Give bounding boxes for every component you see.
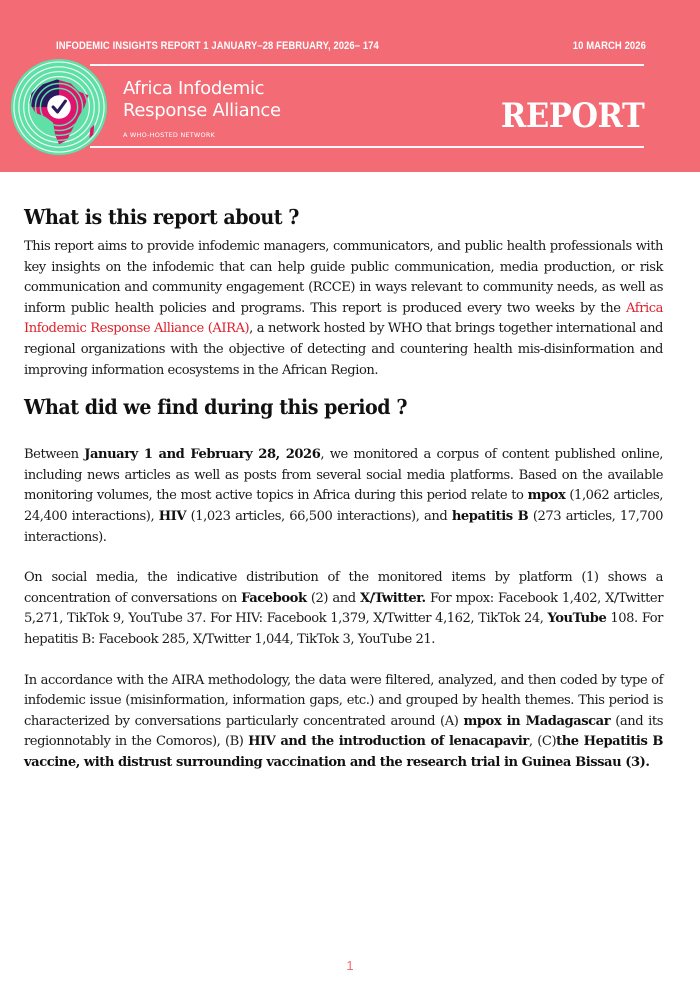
report-series-title: INFODEMIC INSIGHTS REPORT 1 JANUARY–28 FEBRUARY, 2026– 174: [56, 40, 379, 52]
text: (and its regionnotably in the Comoros), (B): [24, 713, 663, 750]
findings-paragraph-topics: [24, 445, 663, 548]
text: For mpox: Facebook 1,402, X/Twitter 5,271, TikTok 9, YouTube 37. For HIV: Facebook 1,379, X/Twitter 4,162, TikTok 24,: [24, 590, 663, 627]
topic-mpox: mpox: [527, 488, 566, 504]
theme-hiv-lenacapavir: HIV and the introduction of lenacapavir: [248, 734, 529, 750]
report-header-banner: [0, 0, 700, 172]
page-number: 1: [346, 958, 354, 973]
section-title-findings: What did we find during this period ?: [24, 395, 408, 420]
section-title-about: What is this report about ?: [24, 205, 300, 229]
theme-hepatitis-b-vaccine: the Hepatitis B vaccine, with distrust surrounding vaccination and the research trial in Guinea Bissau (3).: [24, 734, 664, 770]
about-text-part1: This report aims to provide infodemic managers, communicators, and public health professionals with key insights on the infodemic that can help guide public communication, media production, or risk communication and community engagement (RCCE) in ways relevant to community needs, as well as inform public health policies and programs. This report is produced every two weeks by the: [24, 239, 663, 316]
findings-paragraph-themes: [24, 671, 663, 774]
report-body: [24, 203, 663, 773]
platform-x-twitter: X/Twitter.: [359, 590, 426, 606]
org-name-line2: Response Alliance: [123, 100, 281, 121]
topic-hepatitis-b: hepatitis B: [451, 508, 529, 524]
organization-brand: [123, 78, 281, 139]
text: (1,023 articles, 66,500 interactions), and: [186, 508, 452, 524]
about-text-part2: , a network hosted by WHO that brings together international and regional organizations with the objective of detecting and countering health mis-disinformation and improving information ecosystems in the African Region.: [24, 321, 663, 378]
text: 108. For hepatitis B: Facebook 285, X/Twitter 1,044, TikTok 3, YouTube 21.: [24, 611, 663, 647]
theme-mpox-madagascar: mpox in Madagascar: [463, 713, 611, 729]
about-paragraph: [24, 237, 663, 381]
period-dates: January 1 and February 28, 2026: [84, 447, 321, 463]
header-topline: [56, 40, 646, 52]
report-date: 10 MARCH 2026: [572, 40, 646, 52]
aira-link[interactable]: Africa Infodemic Response Alliance (AIRA): [24, 300, 663, 337]
topic-hiv: HIV: [158, 508, 187, 524]
text: , (C): [528, 734, 557, 750]
org-tagline: A WHO-HOSTED NETWORK: [123, 131, 216, 139]
org-name-line1: Africa Infodemic: [123, 78, 265, 99]
africa-checkmark-logo-icon: [10, 58, 108, 156]
header-divider-top: [90, 64, 644, 66]
text: Between: [24, 447, 85, 463]
text: , we monitored a corpus of content published online, including news articles as well as posts from several social media platforms. Based on the available monitoring volumes, the most active topics in Africa during this period relate to: [24, 447, 663, 504]
findings-paragraph-platforms: [24, 568, 663, 650]
header-divider-bottom: [90, 146, 644, 148]
platform-facebook: Facebook: [241, 590, 307, 606]
document-type-label: REPORT: [500, 96, 644, 136]
text: (2) and: [306, 590, 360, 606]
text: On social media, the indicative distribution of the monitored items by platform (1) shows a concentration of conversations on: [24, 570, 663, 606]
platform-youtube: YouTube: [547, 611, 607, 627]
text: In accordance with the AIRA methodology, the data were filtered, analyzed, and then coded by type of infodemic issue (misinformation, information gaps, etc.) and grouped by health themes. This period is characterized by conversations particularly concentrated around (A): [24, 672, 663, 729]
text: (273 articles, 17,700 interactions).: [24, 508, 663, 545]
text: (1,062 articles, 24,400 interactions),: [24, 488, 663, 524]
